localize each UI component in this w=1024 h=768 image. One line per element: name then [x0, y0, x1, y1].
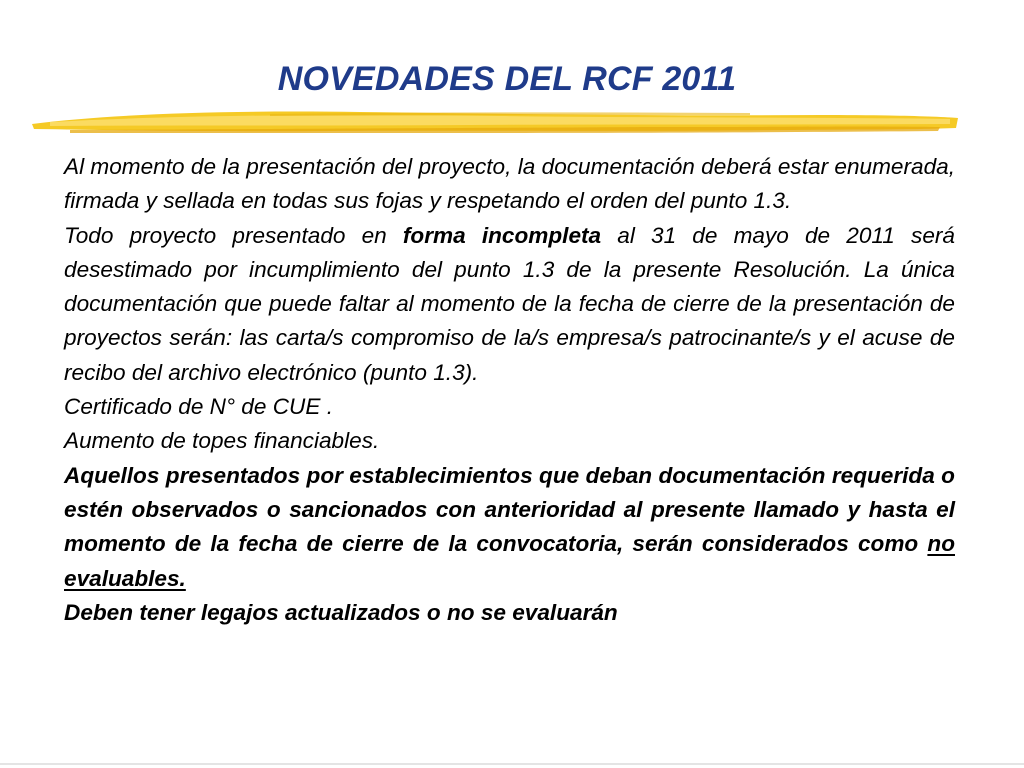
no-evaluables-emphasis: no evaluables. — [64, 531, 955, 591]
paragraph-non-evaluable-text: Aquellos presentados por establecimientos que deban documentación requerida o estén observados o sancionados con anterioridad al presente llamado y hasta el momento de la fecha de cierre de la convocatoria, serán considerados como — [64, 462, 955, 557]
paragraph-non-evaluable — [64, 459, 955, 596]
paragraph-incomplete-intro: Todo proyecto presentado en — [64, 222, 403, 248]
page-title: NOVEDADES DEL RCF 2011 — [277, 60, 737, 98]
paragraph-financial-caps: Aumento de topes financiables. — [64, 428, 380, 454]
forma-incompleta-emphasis: forma incompleta — [402, 222, 602, 248]
body-text — [64, 150, 955, 630]
bottom-divider — [0, 763, 1024, 765]
paragraph-incomplete-projects — [64, 219, 955, 390]
paragraph-documentation: Al momento de la presentación del proyecto, la documentación deberá estar enumerada, firmada y sellada en todas sus fojas y respetando el orden del punto 1.3. — [64, 154, 955, 214]
paragraph-updated-files: Deben tener legajos actualizados o no se evaluarán — [64, 599, 618, 625]
highlighter-stroke — [30, 100, 960, 144]
paragraph-incomplete-rest: al 31 de mayo de 2011 será desestimado por incumplimiento del punto 1.3 de la presente Resolución. La única documentación que puede faltar al momento de la fecha de cierre de la presentación de proyectos serán: las carta/s compromiso de la/s empresa/s patrocinante/s y el acuse de recibo del archivo electrónico (punto 1.3). — [64, 222, 955, 385]
paragraph-cue-certificate: Certificado de N° de CUE . — [64, 394, 333, 420]
